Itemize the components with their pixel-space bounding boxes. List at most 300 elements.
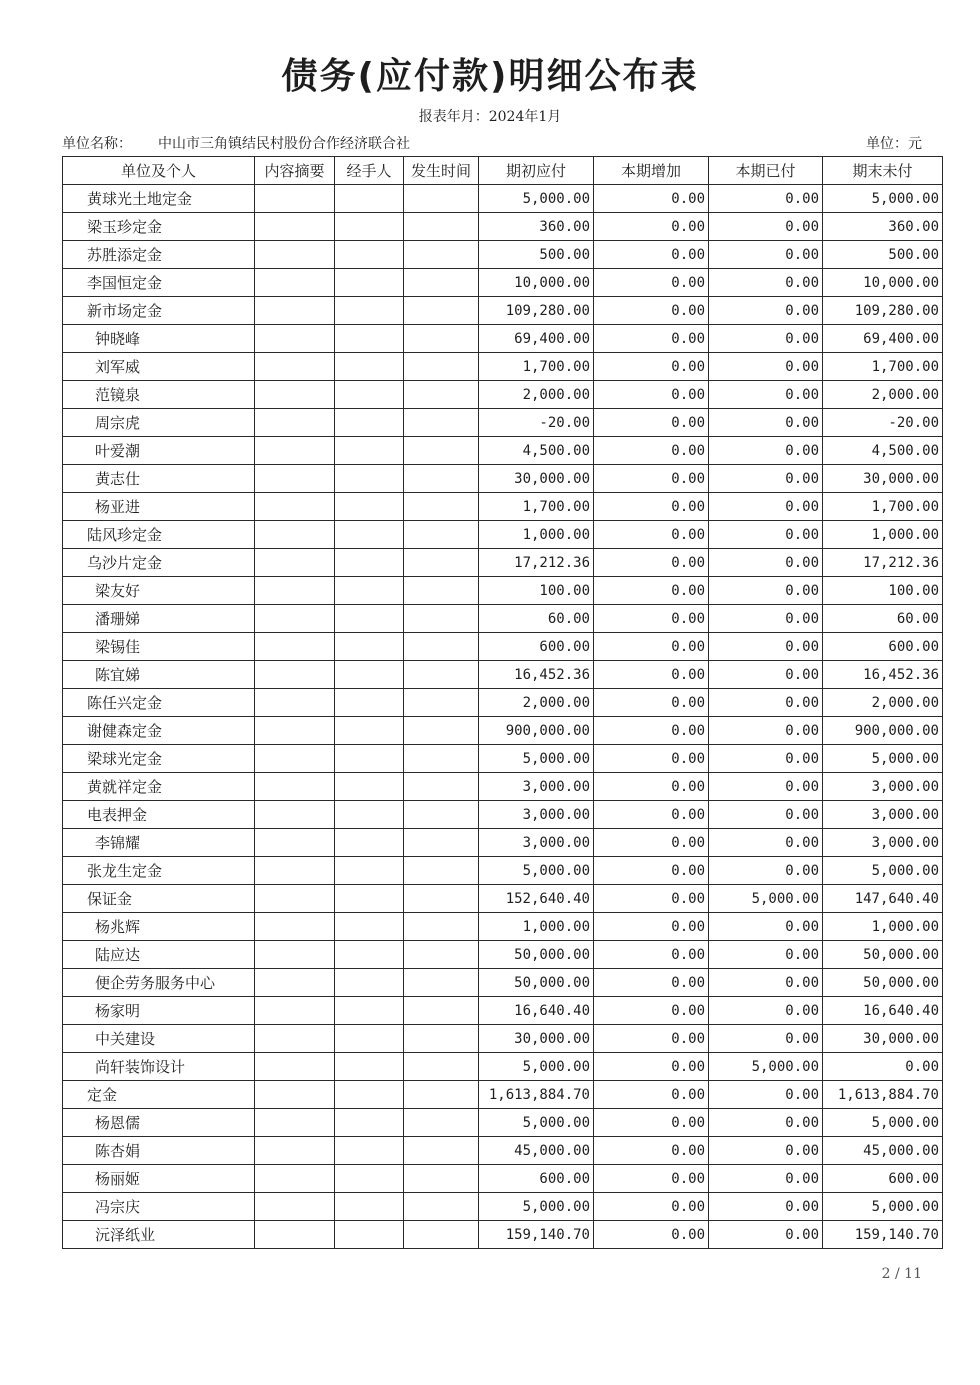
row-period-paid: 0.00 <box>709 745 823 773</box>
row-name: 陈宜娣 <box>63 661 255 689</box>
row-period-increase: 0.00 <box>594 577 709 605</box>
row-name: 杨兆辉 <box>63 913 255 941</box>
row-period-increase: 0.00 <box>594 689 709 717</box>
row-period-increase: 0.00 <box>594 773 709 801</box>
row-opening-payable: 60.00 <box>479 605 594 633</box>
row-summary <box>255 437 335 465</box>
row-opening-payable: 17,212.36 <box>479 549 594 577</box>
row-name: 沅泽纸业 <box>63 1221 255 1249</box>
row-closing-unpaid: 50,000.00 <box>823 969 943 997</box>
row-opening-payable: 109,280.00 <box>479 297 594 325</box>
row-date <box>404 1025 479 1053</box>
row-period-increase: 0.00 <box>594 381 709 409</box>
row-date <box>404 829 479 857</box>
row-period-increase: 0.00 <box>594 801 709 829</box>
row-date <box>404 269 479 297</box>
row-closing-unpaid: 3,000.00 <box>823 829 943 857</box>
table-row <box>63 269 943 297</box>
row-closing-unpaid: 1,700.00 <box>823 353 943 381</box>
row-opening-payable: -20.00 <box>479 409 594 437</box>
column-header: 本期增加 <box>594 157 709 185</box>
row-name: 叶爱潮 <box>63 437 255 465</box>
table-row <box>63 661 943 689</box>
row-opening-payable: 1,000.00 <box>479 521 594 549</box>
row-handler <box>335 801 404 829</box>
column-header: 发生时间 <box>404 157 479 185</box>
row-opening-payable: 1,700.00 <box>479 353 594 381</box>
row-name: 杨家明 <box>63 997 255 1025</box>
row-summary <box>255 521 335 549</box>
row-summary <box>255 1025 335 1053</box>
row-period-paid: 0.00 <box>709 213 823 241</box>
row-summary <box>255 269 335 297</box>
row-opening-payable: 100.00 <box>479 577 594 605</box>
row-name: 李锦耀 <box>63 829 255 857</box>
row-period-paid: 0.00 <box>709 437 823 465</box>
row-date <box>404 577 479 605</box>
row-name: 刘军威 <box>63 353 255 381</box>
row-period-increase: 0.00 <box>594 465 709 493</box>
row-summary <box>255 605 335 633</box>
row-opening-payable: 1,700.00 <box>479 493 594 521</box>
row-opening-payable: 16,452.36 <box>479 661 594 689</box>
row-date <box>404 493 479 521</box>
row-date <box>404 857 479 885</box>
row-date <box>404 1081 479 1109</box>
row-closing-unpaid: 10,000.00 <box>823 269 943 297</box>
row-date <box>404 241 479 269</box>
row-period-paid: 0.00 <box>709 605 823 633</box>
row-summary <box>255 969 335 997</box>
row-handler <box>335 633 404 661</box>
row-name: 李国恒定金 <box>63 269 255 297</box>
row-opening-payable: 5,000.00 <box>479 857 594 885</box>
table-row <box>63 1193 943 1221</box>
row-opening-payable: 50,000.00 <box>479 969 594 997</box>
row-name: 尚轩装饰设计 <box>63 1053 255 1081</box>
row-name: 杨恩儒 <box>63 1109 255 1137</box>
unit-label: 单位名称： <box>62 136 132 152</box>
row-period-increase: 0.00 <box>594 857 709 885</box>
row-handler <box>335 717 404 745</box>
row-date <box>404 661 479 689</box>
table-row <box>63 941 943 969</box>
table-row <box>63 577 943 605</box>
row-period-paid: 0.00 <box>709 913 823 941</box>
row-period-increase: 0.00 <box>594 213 709 241</box>
row-closing-unpaid: 3,000.00 <box>823 773 943 801</box>
row-period-increase: 0.00 <box>594 997 709 1025</box>
row-date <box>404 1193 479 1221</box>
row-closing-unpaid: 16,640.40 <box>823 997 943 1025</box>
row-handler <box>335 297 404 325</box>
row-summary <box>255 941 335 969</box>
row-date <box>404 885 479 913</box>
row-period-increase: 0.00 <box>594 661 709 689</box>
row-summary <box>255 465 335 493</box>
row-name: 潘珊娣 <box>63 605 255 633</box>
row-handler <box>335 521 404 549</box>
row-period-increase: 0.00 <box>594 409 709 437</box>
row-summary <box>255 185 335 213</box>
row-period-increase: 0.00 <box>594 521 709 549</box>
row-opening-payable: 16,640.40 <box>479 997 594 1025</box>
row-summary <box>255 801 335 829</box>
row-opening-payable: 10,000.00 <box>479 269 594 297</box>
row-date <box>404 717 479 745</box>
row-opening-payable: 5,000.00 <box>479 1053 594 1081</box>
row-summary <box>255 493 335 521</box>
row-date <box>404 381 479 409</box>
table-row <box>63 409 943 437</box>
row-summary <box>255 745 335 773</box>
row-summary <box>255 381 335 409</box>
page-number: 2 / 11 <box>881 1266 922 1282</box>
row-opening-payable: 4,500.00 <box>479 437 594 465</box>
row-closing-unpaid: 3,000.00 <box>823 801 943 829</box>
row-handler <box>335 773 404 801</box>
row-opening-payable: 69,400.00 <box>479 325 594 353</box>
row-date <box>404 605 479 633</box>
row-handler <box>335 1193 404 1221</box>
row-date <box>404 465 479 493</box>
row-closing-unpaid: 600.00 <box>823 633 943 661</box>
row-opening-payable: 3,000.00 <box>479 829 594 857</box>
row-closing-unpaid: 1,613,884.70 <box>823 1081 943 1109</box>
row-summary <box>255 1193 335 1221</box>
page-title: 债务(应付款)明细公布表 <box>281 56 699 97</box>
row-opening-payable: 360.00 <box>479 213 594 241</box>
row-handler <box>335 1025 404 1053</box>
row-period-paid: 0.00 <box>709 997 823 1025</box>
row-opening-payable: 600.00 <box>479 633 594 661</box>
row-closing-unpaid: 1,000.00 <box>823 521 943 549</box>
row-handler <box>335 997 404 1025</box>
row-period-paid: 0.00 <box>709 325 823 353</box>
row-closing-unpaid: 900,000.00 <box>823 717 943 745</box>
table-row <box>63 1165 943 1193</box>
row-closing-unpaid: 5,000.00 <box>823 857 943 885</box>
table-row <box>63 353 943 381</box>
row-name: 定金 <box>63 1081 255 1109</box>
row-date <box>404 353 479 381</box>
row-closing-unpaid: 500.00 <box>823 241 943 269</box>
row-handler <box>335 1109 404 1137</box>
row-date <box>404 941 479 969</box>
row-summary <box>255 549 335 577</box>
row-summary <box>255 1081 335 1109</box>
row-summary <box>255 857 335 885</box>
row-period-increase: 0.00 <box>594 1025 709 1053</box>
row-period-paid: 0.00 <box>709 801 823 829</box>
row-summary <box>255 353 335 381</box>
row-closing-unpaid: 5,000.00 <box>823 1193 943 1221</box>
row-opening-payable: 5,000.00 <box>479 185 594 213</box>
table-row <box>63 549 943 577</box>
row-summary <box>255 213 335 241</box>
row-handler <box>335 1081 404 1109</box>
table-row <box>63 1025 943 1053</box>
row-name: 陈杏娟 <box>63 1137 255 1165</box>
row-closing-unpaid: 0.00 <box>823 1053 943 1081</box>
row-opening-payable: 500.00 <box>479 241 594 269</box>
row-period-increase: 0.00 <box>594 1053 709 1081</box>
row-handler <box>335 969 404 997</box>
row-opening-payable: 5,000.00 <box>479 1109 594 1137</box>
row-handler <box>335 1053 404 1081</box>
row-period-increase: 0.00 <box>594 1081 709 1109</box>
table-row <box>63 213 943 241</box>
row-closing-unpaid: 16,452.36 <box>823 661 943 689</box>
row-period-paid: 0.00 <box>709 577 823 605</box>
table-row <box>63 717 943 745</box>
table-row <box>63 437 943 465</box>
row-period-paid: 0.00 <box>709 941 823 969</box>
row-period-increase: 0.00 <box>594 885 709 913</box>
row-period-increase: 0.00 <box>594 717 709 745</box>
row-summary <box>255 1165 335 1193</box>
row-date <box>404 437 479 465</box>
row-opening-payable: 3,000.00 <box>479 801 594 829</box>
row-period-paid: 5,000.00 <box>709 1053 823 1081</box>
table-row <box>63 465 943 493</box>
row-name: 陆风珍定金 <box>63 521 255 549</box>
row-date <box>404 997 479 1025</box>
row-period-paid: 0.00 <box>709 717 823 745</box>
row-closing-unpaid: 100.00 <box>823 577 943 605</box>
row-period-increase: 0.00 <box>594 493 709 521</box>
row-name: 电表押金 <box>63 801 255 829</box>
table-row <box>63 1221 943 1249</box>
table-header-row <box>63 157 943 185</box>
row-period-paid: 0.00 <box>709 1221 823 1249</box>
report-period: 报表年月：2024年1月 <box>418 109 562 125</box>
row-handler <box>335 549 404 577</box>
row-opening-payable: 3,000.00 <box>479 773 594 801</box>
row-period-increase: 0.00 <box>594 1109 709 1137</box>
row-closing-unpaid: 1,000.00 <box>823 913 943 941</box>
row-date <box>404 185 479 213</box>
table-row <box>63 773 943 801</box>
row-summary <box>255 297 335 325</box>
table-row <box>63 997 943 1025</box>
row-summary <box>255 1137 335 1165</box>
row-summary <box>255 633 335 661</box>
row-name: 范镜泉 <box>63 381 255 409</box>
row-opening-payable: 5,000.00 <box>479 745 594 773</box>
row-handler <box>335 745 404 773</box>
row-summary <box>255 1053 335 1081</box>
row-date <box>404 913 479 941</box>
row-name: 中关建设 <box>63 1025 255 1053</box>
row-name: 梁球光定金 <box>63 745 255 773</box>
row-handler <box>335 381 404 409</box>
row-closing-unpaid: 4,500.00 <box>823 437 943 465</box>
row-summary <box>255 409 335 437</box>
row-period-paid: 0.00 <box>709 689 823 717</box>
row-summary <box>255 325 335 353</box>
column-header: 本期已付 <box>709 157 823 185</box>
row-opening-payable: 2,000.00 <box>479 689 594 717</box>
row-period-paid: 0.00 <box>709 1137 823 1165</box>
unit-info <box>62 133 410 153</box>
row-name: 陈任兴定金 <box>63 689 255 717</box>
row-opening-payable: 30,000.00 <box>479 1025 594 1053</box>
row-period-paid: 0.00 <box>709 661 823 689</box>
row-closing-unpaid: 17,212.36 <box>823 549 943 577</box>
row-date <box>404 801 479 829</box>
row-date <box>404 409 479 437</box>
table-row <box>63 605 943 633</box>
row-closing-unpaid: 69,400.00 <box>823 325 943 353</box>
row-period-increase: 0.00 <box>594 969 709 997</box>
row-handler <box>335 493 404 521</box>
row-closing-unpaid: 1,700.00 <box>823 493 943 521</box>
row-period-increase: 0.00 <box>594 1221 709 1249</box>
row-opening-payable: 30,000.00 <box>479 465 594 493</box>
row-opening-payable: 159,140.70 <box>479 1221 594 1249</box>
row-period-paid: 0.00 <box>709 633 823 661</box>
row-handler <box>335 1165 404 1193</box>
row-handler <box>335 1137 404 1165</box>
row-name: 苏胜添定金 <box>63 241 255 269</box>
row-date <box>404 1165 479 1193</box>
row-handler <box>335 409 404 437</box>
row-period-increase: 0.00 <box>594 605 709 633</box>
row-period-paid: 0.00 <box>709 493 823 521</box>
row-handler <box>335 213 404 241</box>
row-summary <box>255 689 335 717</box>
row-closing-unpaid: 2,000.00 <box>823 689 943 717</box>
row-handler <box>335 857 404 885</box>
table-body <box>63 185 943 1249</box>
table-row <box>63 381 943 409</box>
row-opening-payable: 2,000.00 <box>479 381 594 409</box>
table-row <box>63 1109 943 1137</box>
row-handler <box>335 241 404 269</box>
row-opening-payable: 50,000.00 <box>479 941 594 969</box>
table-row <box>63 885 943 913</box>
row-period-paid: 0.00 <box>709 185 823 213</box>
row-period-increase: 0.00 <box>594 745 709 773</box>
row-period-increase: 0.00 <box>594 829 709 857</box>
row-summary <box>255 1221 335 1249</box>
row-closing-unpaid: 147,640.40 <box>823 885 943 913</box>
row-name: 杨丽姬 <box>63 1165 255 1193</box>
row-date <box>404 521 479 549</box>
row-period-increase: 0.00 <box>594 241 709 269</box>
table-row <box>63 745 943 773</box>
unit-name: 中山市三角镇结民村股份合作经济联合社 <box>158 136 410 152</box>
row-handler <box>335 1221 404 1249</box>
currency-unit: 单位：元 <box>866 136 922 152</box>
row-period-increase: 0.00 <box>594 269 709 297</box>
row-closing-unpaid: 45,000.00 <box>823 1137 943 1165</box>
row-summary <box>255 661 335 689</box>
table-row <box>63 297 943 325</box>
row-summary <box>255 717 335 745</box>
row-closing-unpaid: 50,000.00 <box>823 941 943 969</box>
row-handler <box>335 605 404 633</box>
row-period-paid: 0.00 <box>709 381 823 409</box>
row-period-paid: 0.00 <box>709 269 823 297</box>
row-period-paid: 0.00 <box>709 829 823 857</box>
row-name: 杨亚进 <box>63 493 255 521</box>
row-closing-unpaid: 5,000.00 <box>823 185 943 213</box>
row-opening-payable: 900,000.00 <box>479 717 594 745</box>
row-period-paid: 0.00 <box>709 353 823 381</box>
row-handler <box>335 325 404 353</box>
row-date <box>404 1221 479 1249</box>
row-period-paid: 0.00 <box>709 1165 823 1193</box>
row-name: 梁玉珍定金 <box>63 213 255 241</box>
row-name: 新市场定金 <box>63 297 255 325</box>
row-summary <box>255 1109 335 1137</box>
row-summary <box>255 885 335 913</box>
row-name: 周宗虎 <box>63 409 255 437</box>
row-closing-unpaid: -20.00 <box>823 409 943 437</box>
table-row <box>63 1137 943 1165</box>
row-opening-payable: 1,613,884.70 <box>479 1081 594 1109</box>
row-name: 便企劳务服务中心 <box>63 969 255 997</box>
row-period-paid: 0.00 <box>709 1025 823 1053</box>
row-handler <box>335 661 404 689</box>
row-period-paid: 5,000.00 <box>709 885 823 913</box>
row-name: 黄志仕 <box>63 465 255 493</box>
table-row <box>63 1081 943 1109</box>
row-period-increase: 0.00 <box>594 633 709 661</box>
row-name: 张龙生定金 <box>63 857 255 885</box>
row-handler <box>335 353 404 381</box>
row-date <box>404 213 479 241</box>
row-name: 保证金 <box>63 885 255 913</box>
row-summary <box>255 577 335 605</box>
table-row <box>63 829 943 857</box>
row-closing-unpaid: 5,000.00 <box>823 745 943 773</box>
row-period-increase: 0.00 <box>594 437 709 465</box>
row-date <box>404 1137 479 1165</box>
row-period-paid: 0.00 <box>709 773 823 801</box>
table-row <box>63 969 943 997</box>
debt-detail-table <box>62 156 943 1249</box>
row-date <box>404 745 479 773</box>
row-closing-unpaid: 2,000.00 <box>823 381 943 409</box>
row-period-increase: 0.00 <box>594 1137 709 1165</box>
row-date <box>404 297 479 325</box>
row-closing-unpaid: 60.00 <box>823 605 943 633</box>
row-handler <box>335 689 404 717</box>
row-summary <box>255 913 335 941</box>
column-header: 期末未付 <box>823 157 943 185</box>
row-name: 谢健森定金 <box>63 717 255 745</box>
row-date <box>404 969 479 997</box>
row-period-paid: 0.00 <box>709 297 823 325</box>
row-period-paid: 0.00 <box>709 465 823 493</box>
table-row <box>63 493 943 521</box>
row-date <box>404 773 479 801</box>
row-date <box>404 689 479 717</box>
row-period-increase: 0.00 <box>594 297 709 325</box>
row-handler <box>335 437 404 465</box>
row-period-paid: 0.00 <box>709 521 823 549</box>
column-header: 经手人 <box>335 157 404 185</box>
row-opening-payable: 1,000.00 <box>479 913 594 941</box>
table-row <box>63 185 943 213</box>
row-period-paid: 0.00 <box>709 969 823 997</box>
row-opening-payable: 5,000.00 <box>479 1193 594 1221</box>
row-date <box>404 549 479 577</box>
table-row <box>63 801 943 829</box>
